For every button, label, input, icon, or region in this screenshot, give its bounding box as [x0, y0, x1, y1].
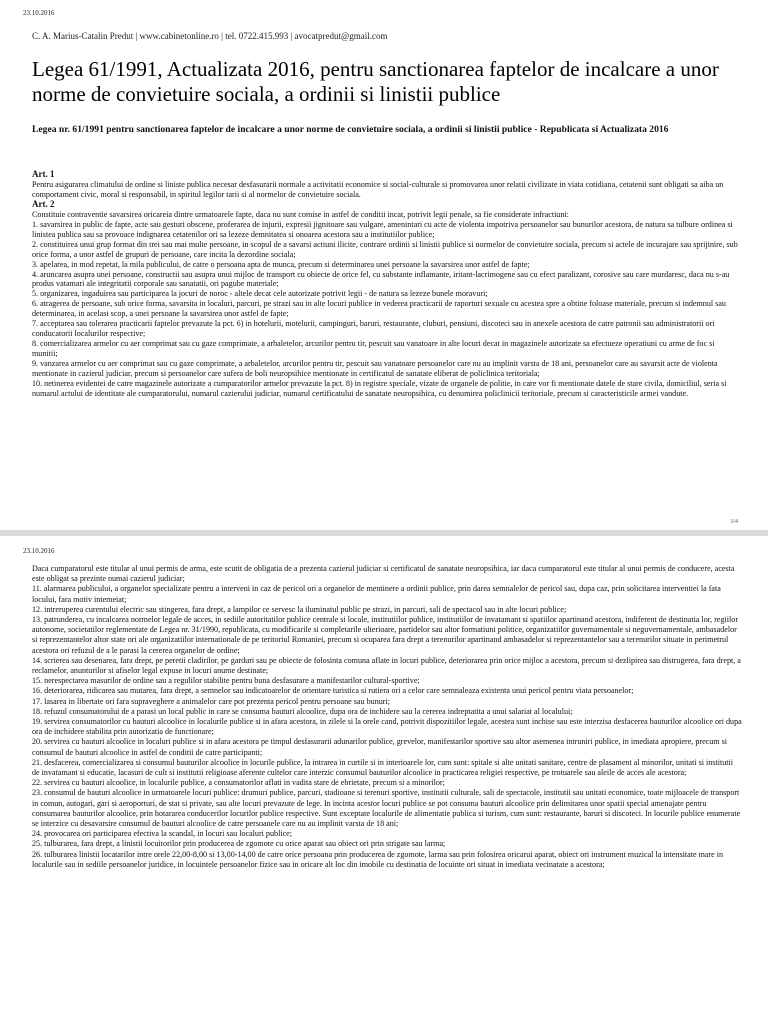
page-date: 23.10.2016 [23, 9, 55, 17]
list-item: 26. tulburarea linistii locatarilor intre orele 22,00-8,00 si 13,00-14,00 de catre orice persoana prin producerea de zgomote, larma sau prin folosirea oricarui aparat, obiect ori instrument muzical la intensitate mare in localurile sau in sediile persoanelor juridice, in locuintele persoanelor fizice sau in oricare alt loc din imobile cu destinatia de locuinte ori situat in imediata vecinatate a acestora; [32, 849, 724, 869]
article-1-text: Pentru asigurarea climatului de ordine si liniste publica necesar desfasurarii normale a activitatii economice si social-culturale si promovarea unor relatii civilizate in viata cotidiana, cetatenii sunt obligati sa aiba un comportament civic, moral si responsabil, in spiritul legilor tarii si al normelor de convietuire sociala. [32, 179, 724, 199]
list-item: 5. organizarea, ingaduirea sau participarea la jocuri de noroc - altele decat cele autorizate potrivit legii - de natura sa lezeze bunele moravuri; [32, 289, 488, 299]
document-body-page-2 [32, 564, 742, 870]
list-item: 13. patrunderea, cu incalcarea normelor legale de acces, in sediile autoritatilor publice centrale si locale, institutiilor publice, institutiilor de invatamant si spatiilor apartinand acestora, indiferent de destinatia lor, regiilor autonome, societatilor reglementate de Legea nr. 31/1990, republicata, cu modificarile si completarile ulterioare, partidelor sau altor formatiuni politice, organizatiilor guvernamentale si neguvernamentale, ambasadelor si reprezentantelor altor state ori ale organizatiilor internationale de pe teritoriul Romaniei, precum si ocuparea fara drept a terenurilor apartinand ambasadelor si reprezentantelor sau a terenurilor situate in perimetrul acestora ori refuzul de a le parasi la cererea organelor de ordine; [32, 615, 739, 655]
document-title: Legea 61/1991, Actualizata 2016, pentru sanctionarea faptelor de incalcare a unor norme de convietuire sociala, a ordinii si linistii publice [32, 57, 719, 106]
article-heading-2: Art. 2 [32, 198, 55, 209]
list-item: 10. netinerea evidentei de catre magazinele autorizate a cumparatorilor armelor prevazute la pct. 8) in registre speciale, vizate de organele de politie, in care vor fi mentionate datele de stare civila, domiciliul, seria si numarul actului de identitate ale cumparatorului, numarul cazierului judiciar, numarul certificatului de sanatate neuropsihica, cu denumirea policlinicii teritoriale, precum si caracteristicile armei vandute. [32, 379, 727, 398]
page-number: 1/4 [730, 519, 738, 525]
list-item: 16. deteriorarea, ridicarea sau mutarea, fara drept, a semnelor sau indicatoarelor de orientare turistica si rutiera ori a celor care semnaleaza existenta unui pericol pentru viata persoanelor; [32, 686, 634, 696]
list-item: 6. atragerea de persoane, sub orice forma, savarsita in localuri, parcuri, pe strazi sau in alte locuri publice in vederea practicarii de raporturi sexuale cu acestea spre a obtine foloase materiale, precum si indemnul sau determinarea, in acelasi scop, a unei persoane la savarsirea unor astfel de fapte; [32, 299, 726, 319]
list-item: 19. servirea consumatorilor cu bauturi alcoolice in localurile publice si in afara acestora, in zilele si la orele cand, potrivit dispozitiilor legale, acestea sunt inchise sau este interzisa desfacerea bauturilor alcoolice ori dupa ora de inchidere stabilita prin autorizatia de functionare; [32, 717, 742, 737]
list-item: 15. nerespectarea masurilor de ordine sau a regulilor stabilite pentru buna desfasurare a manifestarilor cultural-sportive; [32, 676, 420, 686]
list-item-continued: Daca cumparatorul este titular al unui permis de arma, este scutit de obligatia de a prezenta cazierul judiciar si certificatul de sanatate neuropsihica, iar daca cumparatorul este titular al unui permis de conducere, acesta este obligat sa prezinte numai cazierul judiciar; [32, 564, 735, 584]
list-item: 1. savarsirea in public de fapte, acte sau gesturi obscene, proferarea de injurii, expresii jignitoare sau vulgare, amenintari cu acte de violenta impotriva persoanelor sau bunurilor acestora, de natura sa tulbure ordinea si linistea publica sau sa provoace indignarea cetatenilor ori sa lezeze demnitatea si onoarea acestora sau a institutiilor publice; [32, 219, 733, 239]
article-2-intro: Constituie contraventie savarsirea oricareia dintre urmatoarele fapte, daca nu sunt comise in astfel de conditii incat, potrivit legii penale, sa fie considerate infractiuni: [32, 209, 569, 219]
document-subtitle: Legea nr. 61/1991 pentru sanctionarea faptelor de incalcare a unor norme de convietuire sociala, a ordinii si linistii publice - Republicata si Actualizata 2016 [32, 124, 669, 135]
article-heading-1: Art. 1 [32, 169, 55, 179]
list-item: 14. scrierea sau desenarea, fara drept, pe peretii cladirilor, pe garduri sau pe obiecte de folosinta comuna aflate in locuri publice, deteriorarea prin orice mijloc a acestora, precum si dezlipirea sau distrugerea, fara drept, a reclamelor, anunturilor si afiselor legal expuse in locuri anume destinate; [32, 655, 741, 676]
list-item: 20. servirea cu bauturi alcoolice in localuri publice si in afara acestora pe timpul desfasurarii adunarilor publice, grevelor, manifestarilor sportive sau altor asemenea intruniri publice, in imediata apropiere, precum si consumul de bauturi alcoolice in astfel de conditii de catre participanti; [32, 737, 728, 757]
list-item: 17. lasarea in libertate ori fara supraveghere a animalelor care pot prezenta pericol pentru persoane sau bunuri; [32, 696, 390, 706]
list-item: 25. tulburarea, fara drept, a linistii locuitorilor prin producerea de zgomote cu orice aparat sau obiect ori prin strigate sau larma; [32, 839, 446, 849]
document-body-page-1 [32, 170, 742, 399]
list-item: 12. intreruperea curentului electric sau stingerea, fara drept, a lampilor ce servesc la iluminatul public pe strazi, in parcuri, sali de spectacol sau in alte locuri publice; [32, 604, 567, 614]
list-item: 11. alarmarea publicului, a organelor specializate pentru a interveni in caz de pericol ori a organelor de mentinere a ordinii publice, prin darea semnalelor de pericol sau, dupa caz, prin solicitarea interventiei la fata locului, fara motiv intemeiat; [32, 584, 721, 604]
list-item: 9. vanzarea armelor cu aer comprimat sau cu gaze comprimate, a arbaletelor, arcurilor pentru tir, pescuit sau vanatoare persoanelor care nu au implinit varsta de 18 ani, persoanelor care au savarsit acte de violenta mentionate in cazierul judiciar, precum si persoanelor care sufera de boli neuropsihice mentionate in certificatul de sanatate eliberat de policlinica teritoriala; [32, 359, 718, 379]
list-item: 23. consumul de bauturi alcoolice in urmatoarele locuri publice: drumuri publice, parcuri, stadioane si terenuri sportive, institutii culturale, sali de spectacole, institutii sau unitati economice, toate mijloacele de transport in comun, autogari, gari si aeroporturi, de stat si private, sau alte locuri prevazute de lege. In incinta acestor locuri publice se pot consuma bauturi alcoolice prin delimitarea unor spatii special amenajate pentru consumarea bauturilor alcoolice, prin hotararea conducerilor locurilor publice respective. Sunt exceptate localurile de alimentatie publica si turism, cum sunt: restaurante, baruri si discoteci. In locurile publice enumerate se interzice cu desavarsire consumul de bauturi alcoolice de catre persoanele care nu au implinit varsta de 18 ani; [32, 788, 741, 829]
list-item: 8. comercializarea armelor cu aer comprimat sau cu gaze comprimate, a arbaletelor, arcurilor pentru tir, pescuit sau vanatoare in alte locuri decat in magazinele autorizate sa efectueze operatiuni cu arme de foc si munitii; [32, 339, 715, 359]
list-item: 21. desfacerea, comercializarea si consumul bauturilor alcoolice in locurile publice, la intrarea in curtile si in interioarele lor, cum sunt: spitale si alte unitati sanitare, centre de plasament al minorilor, unitati si institutii de invatamant si educatie, lacasuri de cult si institutii religioase aferente cultelor care interzic consumul bauturilor alcoolice in practicarea religiei respective, pe trotuarele sau aleile de acces ale acestora; [32, 757, 734, 778]
list-item: 2. constituirea unui grup format din trei sau mai multe persoane, in scopul de a savarsi actiuni ilicite, contrare ordinii si linistii publice si normelor de convietuire sociala, precum si actele de incurajare sau sprijinire, sub orice forma, a unor astfel de grupuri de persoane, care incita la dezordine sociala; [32, 239, 738, 259]
page-date: 23.10.2016 [23, 547, 55, 555]
list-item: 4. aruncarea asupra unei persoane, constructii sau asupra unui mijloc de transport cu obiecte de orice fel, cu substante inflamante, iritant-lacrimogene sau cu efect paralizant, corosive sau care murdaresc, daca nu s-au produs vatamari ale integritatii corporale sau sanatatii, ori pagube materiale; [32, 269, 730, 289]
list-item: 18. refuzul consumatorului de a parasi un local public in care se consuma bauturi alcoolice, dupa ora de inchidere sau la cererea indreptatita a unui salariat al localului; [32, 706, 573, 716]
list-item: 22. servirea cu bauturi alcoolice, in localurile publice, a consumatorilor aflati in vadita stare de ebrietate, precum si a minorilor; [32, 778, 445, 788]
list-item: 24. provocarea ori participarea efectiva la scandal, in locuri sau localuri publice; [32, 829, 293, 839]
list-item: 3. apelarea, in mod repetat, la mila publicului, de catre o persoana apta de munca, precum si determinarea unei persoane la savarsirea unor astfel de fapte; [32, 259, 530, 269]
author-header: C. A. Marius-Catalin Predut | www.cabinetonline.ro | tel. 0722.415.993 | avocatpredut@gmail.com [32, 31, 388, 41]
list-item: 7. acceptarea sau tolerarea practicarii faptelor prevazute la pct. 6) in hotelurii, motelurii, campinguri, baruri, restaurante, cluburi, pensiuni, discoteci sau in anexele acestora de catre patronii sau administratorii ori conducatorii localurilor respective; [32, 319, 715, 339]
